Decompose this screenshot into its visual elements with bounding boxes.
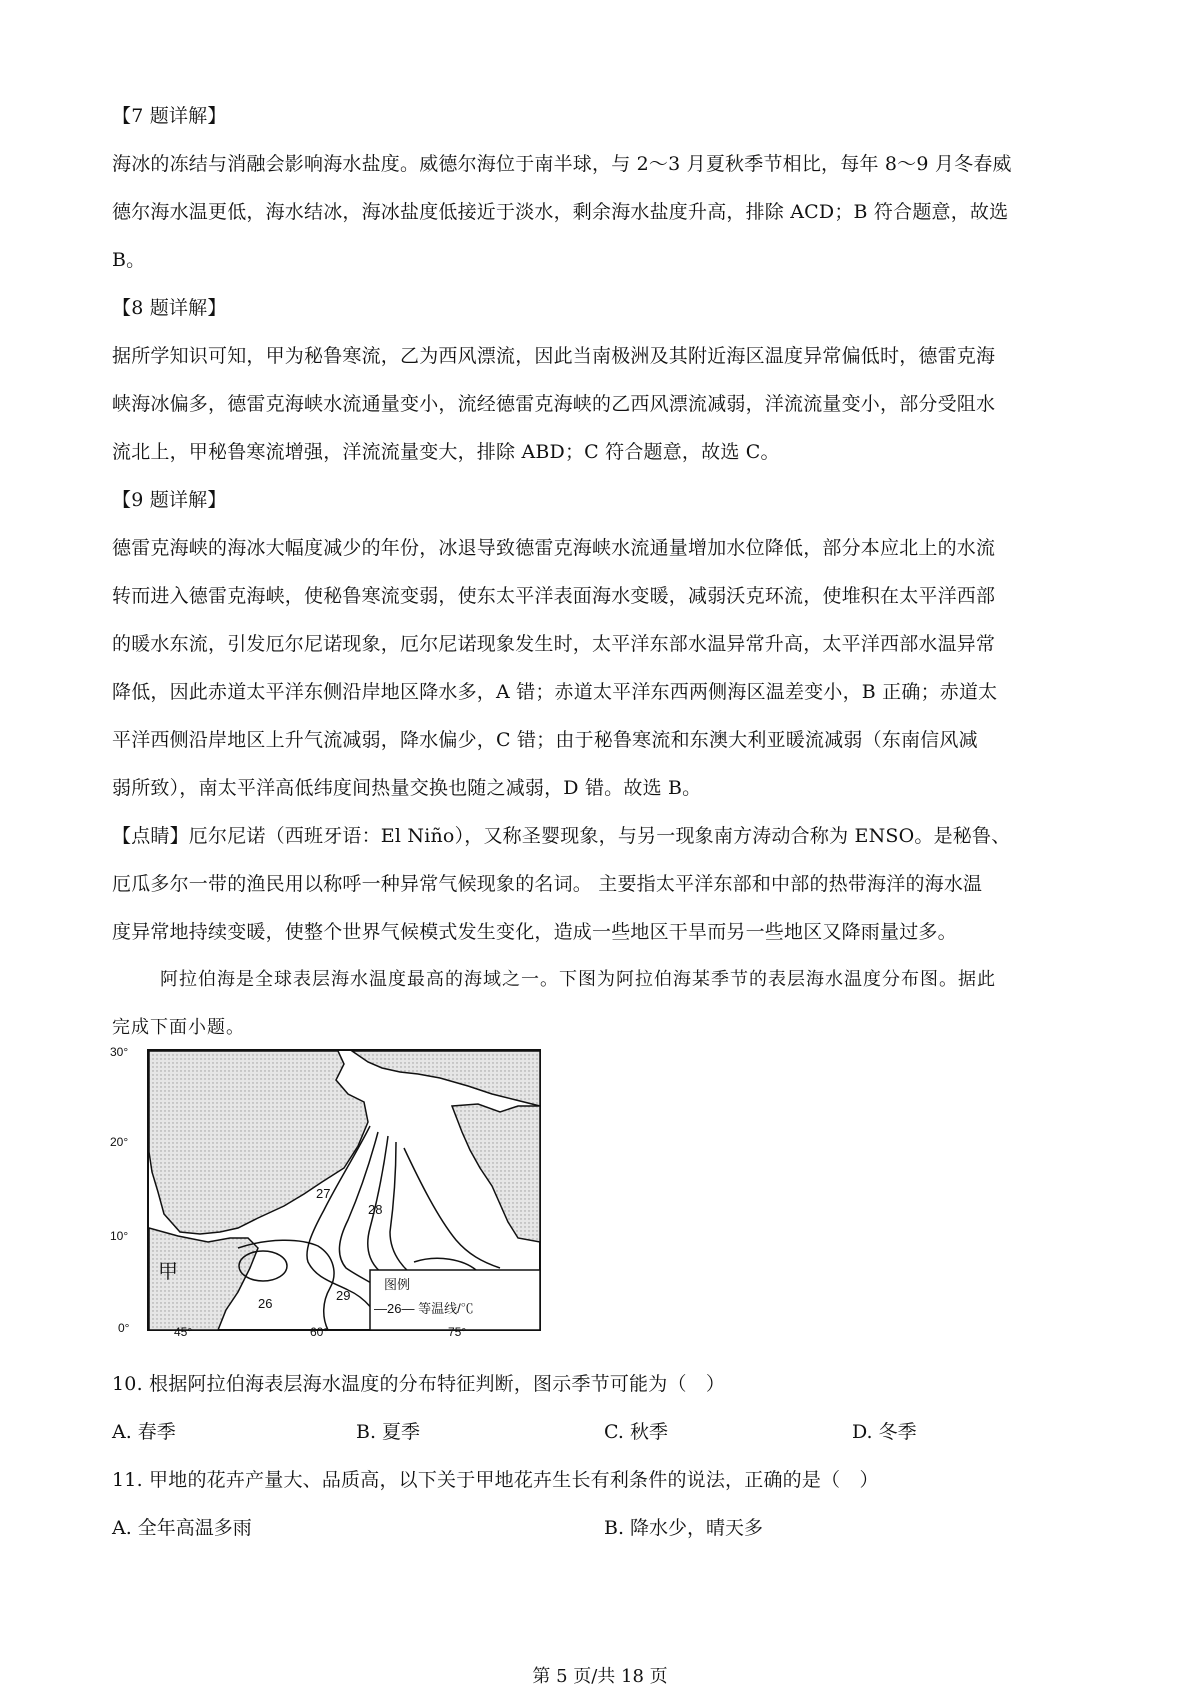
q7-line-2: 德尔海水温更低，海水结冰，海冰盐度低接近于淡水，剩余海水盐度升高，排除 ACD；B 符合题意，故选 bbox=[112, 201, 1009, 223]
isotherm-label-26: 26 bbox=[258, 1296, 273, 1311]
q10-option-a[interactable]: A. 春季 bbox=[112, 1421, 176, 1443]
tip-line-3: 度异常地持续变暖，使整个世界气候模式发生变化，造成一些地区干旱而另一些地区又降雨量过多。 bbox=[112, 921, 957, 943]
tip-line-2: 厄瓜多尔一带的渔民用以称呼一种异常气候现象的名词。 主要指太平洋东部和中部的热带海洋的海水温 bbox=[112, 873, 983, 895]
q8-heading: 【8 题详解】 bbox=[112, 297, 227, 319]
lon-label-60: 60° bbox=[310, 1325, 329, 1338]
q11-option-a[interactable]: A. 全年高温多雨 bbox=[112, 1517, 252, 1539]
q9-line-2: 转而进入德雷克海峡，使秘鲁寒流变弱，使东太平洋表面海水变暖，减弱沃克环流，使堆积在太平洋西部 bbox=[112, 585, 996, 607]
q10-option-b[interactable]: B. 夏季 bbox=[356, 1421, 421, 1443]
intro-line-1: 阿拉伯海是全球表层海水温度最高的海域之一。下图为阿拉伯海某季节的表层海水温度分布图。据此 bbox=[160, 969, 996, 990]
q9-line-3: 的暖水东流，引发厄尔尼诺现象，厄尔尼诺现象发生时，太平洋东部水温异常升高，太平洋西部水温异常 bbox=[112, 633, 996, 655]
q10-stem: 10. 根据阿拉伯海表层海水温度的分布特征判断，图示季节可能为（ ） bbox=[112, 1373, 726, 1395]
q9-line-1: 德雷克海峡的海冰大幅度减少的年份，冰退导致德雷克海峡水流通量增加水位降低，部分本应北上的水流 bbox=[112, 537, 996, 559]
q11-option-b[interactable]: B. 降水少，晴天多 bbox=[604, 1517, 764, 1539]
lat-label-20: 20° bbox=[110, 1135, 129, 1149]
intro-line-2: 完成下面小题。 bbox=[112, 1017, 245, 1038]
place-label-jia: 甲 bbox=[158, 1259, 178, 1283]
q11-stem: 11. 甲地的花卉产量大、品质高，以下关于甲地花卉生长有利条件的说法，正确的是（ ） bbox=[112, 1469, 879, 1491]
q7-heading: 【7 题详解】 bbox=[112, 105, 227, 127]
q8-line-3: 流北上，甲秘鲁寒流增强，洋流流量变大，排除 ABD；C 符合题意，故选 C。 bbox=[112, 441, 780, 463]
lat-label-0: 0° bbox=[118, 1321, 130, 1335]
lat-label-10: 10° bbox=[110, 1229, 129, 1243]
isotherm-label-27: 27 bbox=[316, 1186, 331, 1201]
q9-heading: 【9 题详解】 bbox=[112, 489, 227, 511]
q7-line-1: 海冰的冻结与消融会影响海水盐度。威德尔海位于南半球，与 2～3 月夏秋季节相比，每年 8～9 月冬春威 bbox=[112, 153, 1012, 175]
q8-line-2: 峡海冰偏多，德雷克海峡水流通量变小，流经德雷克海峡的乙西风漂流减弱，洋流流量变小，部分受阻水 bbox=[112, 393, 996, 415]
isotherm-label-28: 28 bbox=[368, 1202, 383, 1217]
tip-line-1: 【点睛】厄尔尼诺（西班牙语：El Niño），又称圣婴现象，与另一现象南方涛动合称为 ENSO。是秘鲁、 bbox=[112, 825, 1011, 847]
q8-line-1: 据所学知识可知，甲为秘鲁寒流，乙为西风漂流，因此当南极洲及其附近海区温度异常偏低时，德雷克海 bbox=[112, 345, 996, 367]
lat-label-30: 30° bbox=[110, 1045, 129, 1059]
q9-line-4: 降低，因此赤道太平洋东侧沿岸地区降水多，A 错；赤道太平洋东西两侧海区温差变小，B 正确；赤道太 bbox=[112, 681, 998, 703]
page-number: 第 5 页/共 18 页 bbox=[532, 1666, 668, 1687]
isotherm-label-29: 29 bbox=[336, 1288, 351, 1303]
lon-label-75: 75° bbox=[448, 1325, 467, 1338]
q10-option-c[interactable]: C. 秋季 bbox=[604, 1421, 668, 1443]
q10-option-d[interactable]: D. 冬季 bbox=[852, 1421, 917, 1443]
q7-line-3: B。 bbox=[112, 249, 146, 271]
q9-line-6: 弱所致），南太平洋高低纬度间热量交换也随之减弱，D 错。故选 B。 bbox=[112, 777, 702, 799]
q9-line-5: 平洋西侧沿岸地区上升气流减弱，降水偏少，C 错；由于秘鲁寒流和东澳大利亚暖流减弱（东南信风减 bbox=[112, 729, 978, 751]
legend-title: 图例 bbox=[384, 1277, 411, 1292]
arabian-sea-isotherm-map bbox=[108, 1042, 548, 1338]
legend-item: —26— 等温线/℃ bbox=[374, 1301, 474, 1316]
lon-label-45: 45° bbox=[174, 1325, 193, 1338]
